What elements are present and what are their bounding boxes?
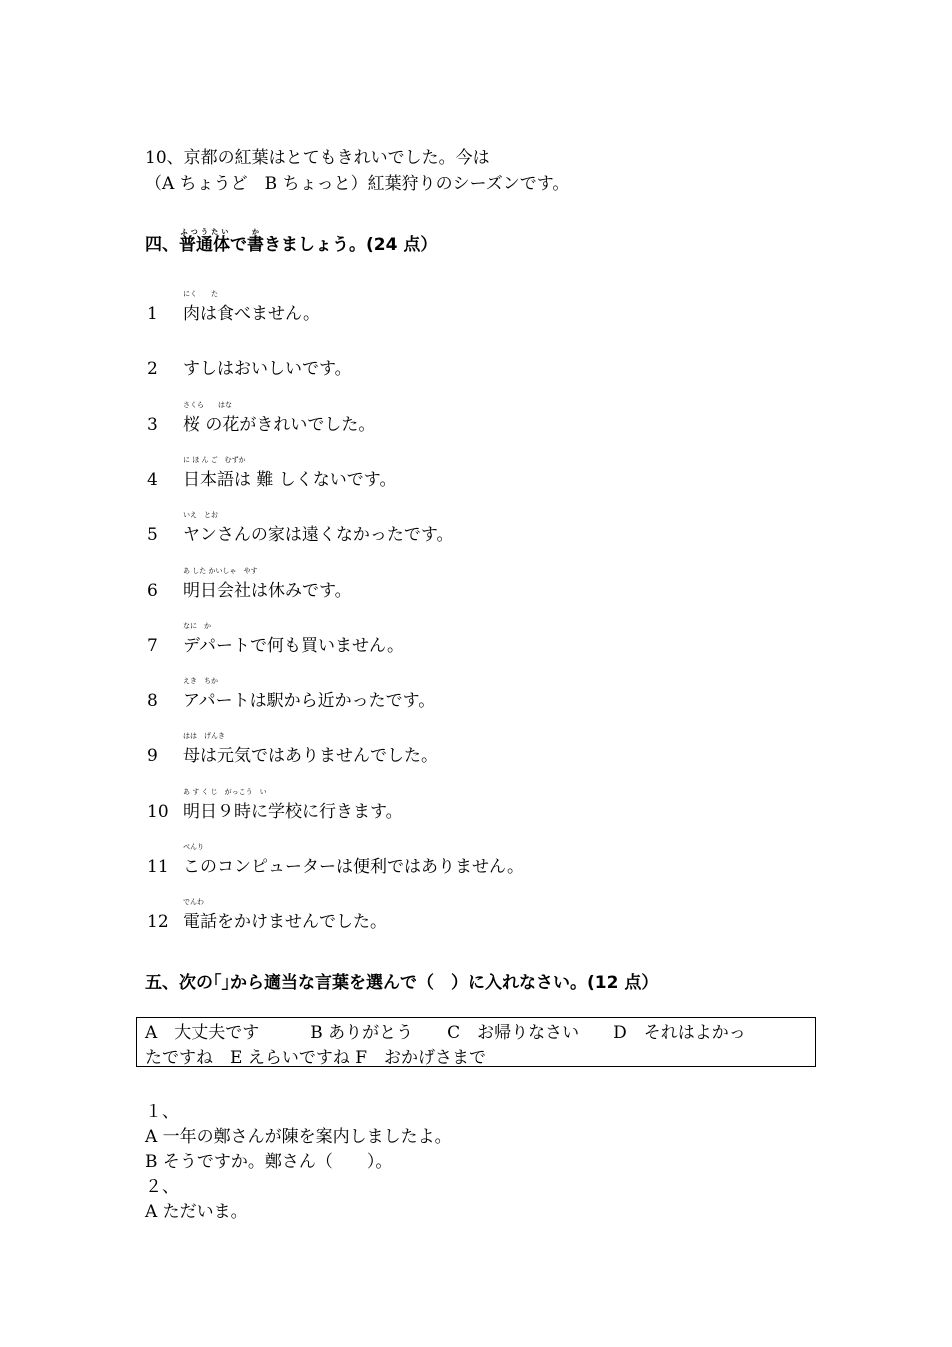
furigana: にく た [183, 290, 218, 298]
section-4-de: で [230, 235, 247, 255]
question-10-line-2: （A ちょうど B ちょっと）紅葉狩りのシーズンです。 [145, 174, 570, 194]
exercise-number: 7 [147, 635, 158, 656]
exercise-sentence: 肉は食べません。 [183, 304, 321, 324]
section-4-heading [145, 228, 437, 255]
furigana: でんわ [183, 898, 204, 907]
exercise-number: 8 [147, 691, 158, 712]
furigana: べんり [183, 843, 204, 851]
word-choice-line-1: A 大丈夫です B ありがとう C お帰りなさい D それはよかっ [145, 1023, 746, 1043]
exercise-number: 5 [147, 525, 158, 546]
exercise-sentence-row [147, 741, 438, 766]
exercise-number: 1 [147, 304, 158, 324]
dialogue-1-a: A 一年の鄭さんが陳を案内しましたよ。 [145, 1127, 452, 1147]
exercise-sentence-row [147, 631, 404, 656]
exercise-sentence-row [147, 354, 352, 379]
word-choice-line-2: たですね E えらいですね F おかげさまで [145, 1048, 487, 1068]
exercise-sentence: 電話をかけませんでした。 [183, 912, 387, 933]
exercise-sentence-row [147, 686, 435, 711]
exercise-sentence-row [147, 907, 387, 932]
word-choice-box [136, 1017, 816, 1067]
exercise-sentence: 明日会社は休みです。 [183, 580, 352, 601]
exercise-number: 10 [147, 801, 169, 822]
exercise-sentence-row [147, 299, 320, 324]
furigana: なに か [183, 621, 211, 630]
furigana: さくら はな [183, 400, 232, 409]
section-4-suffix: きましょう。(24 点） [264, 235, 438, 255]
exercise-number: 12 [147, 912, 169, 933]
exercise-sentence: ヤンさんの家は遠くなかったです。 [183, 525, 454, 546]
dialogue-1-number: １、 [145, 1102, 179, 1122]
dialogue-1-b: B そうですか。鄭さん（ ）。 [145, 1152, 393, 1172]
furigana: えき ちか [183, 677, 218, 686]
exercise-sentence-row [147, 797, 403, 822]
exercise-sentence-row [147, 520, 453, 545]
exercise-sentence-row [147, 852, 524, 877]
furigana: はは げんき [183, 732, 225, 741]
exercise-number: 3 [147, 414, 158, 435]
exercise-number: 6 [147, 580, 158, 601]
furigana: あ した かいしゃ やす [183, 566, 258, 575]
exercise-number: 2 [147, 359, 158, 380]
furigana: あ す く じ がっこう い [183, 787, 267, 796]
exercise-number: 11 [147, 857, 169, 877]
section-5-heading: 五、次の｢｣から適当な言葉を選んで（ ）に入れなさい。(12 点） [145, 973, 659, 993]
dialogue-2-a: A ただいま。 [145, 1202, 248, 1222]
exercise-sentence: すしはおいしいです。 [183, 359, 352, 380]
exercise-sentence: このコンピューターは便利ではありません。 [183, 857, 525, 877]
exercise-sentence: アパートは駅から近かったです。 [183, 691, 436, 712]
exercise-sentence-row [147, 410, 375, 435]
section-4-ruby-1: 普通体ふつうたい [179, 228, 230, 255]
exercise-sentence-row [147, 576, 352, 601]
exercise-number: 4 [147, 469, 158, 490]
exercise-sentence: デパートで何も買いません。 [183, 635, 404, 656]
question-10-line-1: 10、京都の紅葉はとてもきれいでした。今は [145, 148, 490, 168]
exercise-sentence: 母は元気ではありませんでした。 [183, 746, 438, 767]
furigana: に ほ ん ご むずか [183, 455, 246, 464]
section-4-prefix: 四、 [145, 235, 179, 255]
exercise-sentence: 桜 の花がきれいでした。 [183, 414, 376, 435]
furigana: いえ とお [183, 511, 218, 520]
exercise-number: 9 [147, 746, 158, 767]
exercise-sentence: 日本語は 難 しくないです。 [183, 469, 397, 490]
exercise-sentence-row [147, 465, 396, 490]
section-4-ruby-2: 書か [247, 228, 264, 255]
dialogue-2-number: ２、 [145, 1177, 179, 1197]
exercise-sentence: 明日９時に学校に行きます。 [183, 801, 403, 822]
